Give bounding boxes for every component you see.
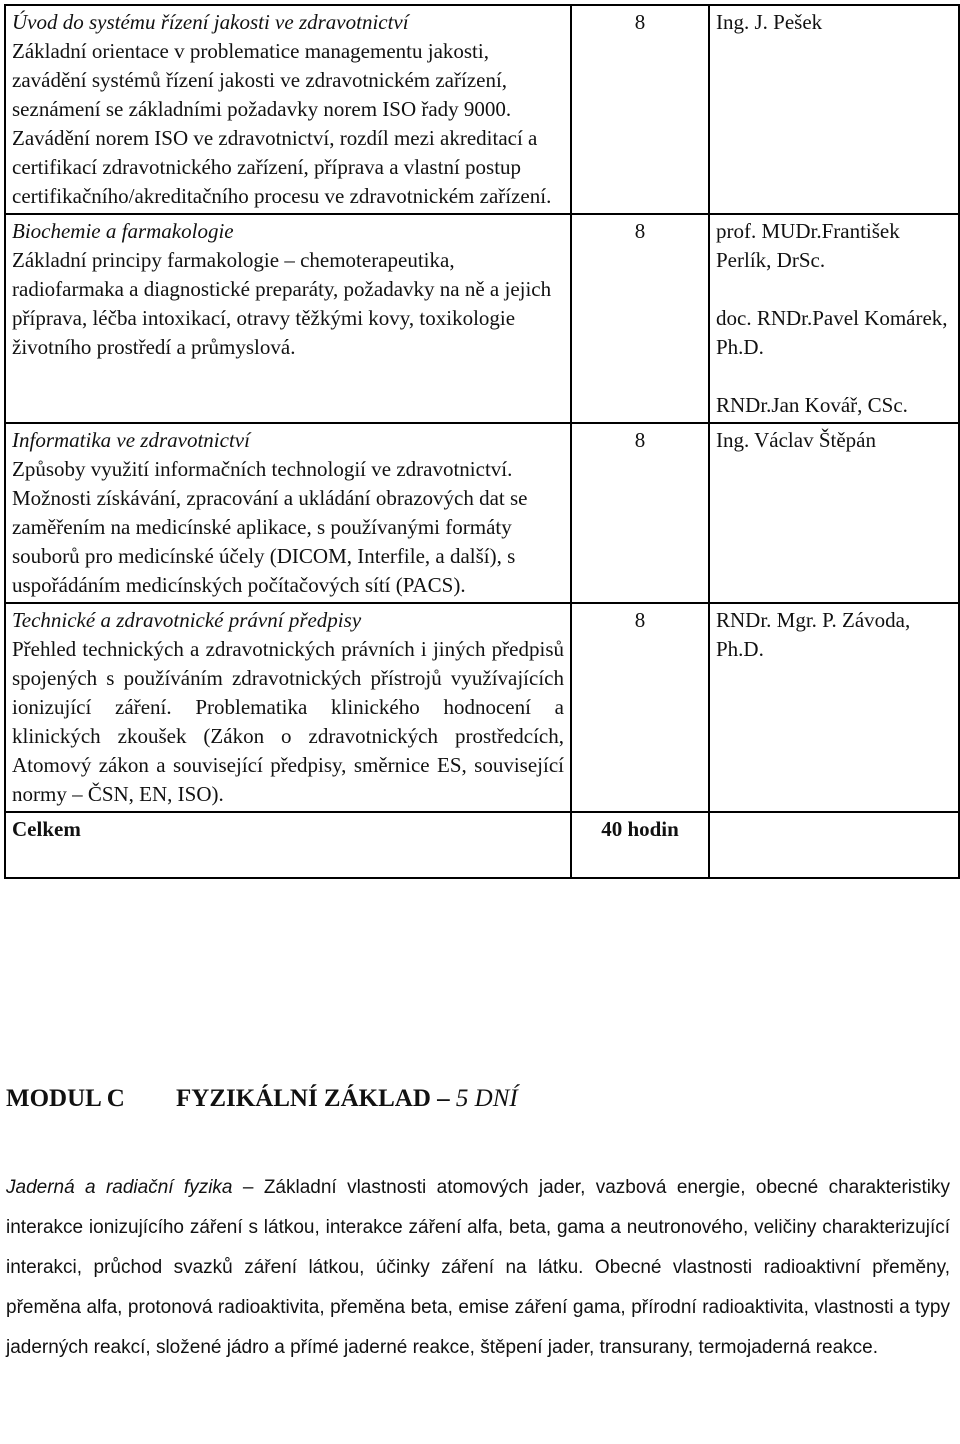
course-description: Způsoby využití informačních technologií ve zdravotnictví. Možnosti získávání, zpracování a ukládání obrazových dat se zaměřením na medicínské aplikace, s používanými formáty souborů pro medicínské účely (DICOM, Interfile, a další), s uspořádáním medicínských počítačových sítí (PACS). [12, 457, 528, 597]
module-title: FYZIKÁLNÍ ZÁKLAD [176, 1085, 431, 1112]
module-dash: – [437, 1085, 450, 1112]
course-description: Přehled technických a zdravotnických právních i jiných předpisů spojených s používáním zdravotnických přístrojů využívajících ionizující záření. Problematika klinického hodnocení a klinických zkoušek (Zákon o zdravotnických prostředcích, Atomový zákon a související předpisy, směrnice ES, související normy – ČSN, EN, ISO). [12, 637, 564, 806]
section-text: Základní vlastnosti atomových jader, vazbová energie, obecné charakteristiky interakce ionizujícího záření s látkou, interakce záření alfa, beta, gama a neutronového, veličiny charakterizující interakci, průchod svazků záření látkou, účinky záření na látku. Obecné vlastnosti radioaktivní přeměny, přeměna alfa, protonová radioaktivita, přeměna beta, emise záření gama, přírodní radioaktivita, vlastnosti a typy jaderných reakcí, složené jádro a přímé jaderné reakce, štěpení jader, transurany, termojaderná reakce. [6, 1177, 951, 1358]
course-title: Informatika ve zdravotnictví [12, 428, 250, 452]
table-row [5, 5, 959, 214]
section-paragraph [6, 1168, 950, 1368]
module-heading [6, 1082, 946, 1116]
course-title: Biochemie a farmakologie [12, 219, 234, 243]
module-days: 5 DNÍ [455, 1085, 518, 1112]
total-label: Celkem [5, 812, 571, 878]
section-dash: – [242, 1177, 254, 1198]
course-title: Úvod do systému řízení jakosti ve zdravotnictví [12, 10, 409, 34]
course-cell [5, 603, 571, 812]
course-title: Technické a zdravotnické právní předpisy [12, 608, 362, 632]
table-row [5, 603, 959, 812]
lecturer-name: Ing. J. Pešek [716, 10, 823, 34]
total-empty-cell [709, 812, 959, 878]
lecturer-cell [709, 5, 959, 214]
section-lead: Jaderná a radiační fyzika [6, 1177, 233, 1198]
course-hours: 8 [571, 5, 709, 214]
lecturer-name: prof. MUDr.František Perlík, DrSc. [716, 219, 900, 272]
lecturer-cell [709, 423, 959, 603]
course-hours: 8 [571, 423, 709, 603]
lecturer-name: Ing. Václav Štěpán [716, 428, 876, 452]
lecturer-name: RNDr. Mgr. P. Závoda, Ph.D. [716, 608, 911, 661]
course-cell [5, 5, 571, 214]
total-row [5, 812, 959, 878]
lecturer-name: RNDr.Jan Kovář, CSc. [716, 393, 908, 417]
lecturer-name: doc. RNDr.Pavel Komárek, Ph.D. [716, 306, 948, 359]
course-hours: 8 [571, 214, 709, 423]
table-row [5, 214, 959, 423]
table-row [5, 423, 959, 603]
course-hours: 8 [571, 603, 709, 812]
course-cell [5, 214, 571, 423]
lecturer-cell [709, 603, 959, 812]
total-hours: 40 hodin [571, 812, 709, 878]
lecturer-cell [709, 214, 959, 423]
module-code: MODUL C [6, 1085, 125, 1112]
syllabus-table [4, 4, 960, 879]
course-cell [5, 423, 571, 603]
course-description: Základní principy farmakologie – chemoterapeutika, radiofarmaka a diagnostické preparáty, požadavky na ně a jejich příprava, léčba intoxikací, otravy těžkými kovy, toxikologie životního prostředí a průmyslová. [12, 248, 552, 359]
course-description: Základní orientace v problematice managementu jakosti, zavádění systémů řízení jakosti ve zdravotnickém zařízení, seznámení se základními požadavky norem ISO řady 9000. Zavádění norem ISO ve zdravotnictví, rozdíl mezi akreditací a certifikací zdravotnického zařízení, příprava a vlastní postup certifikačního/akreditačního procesu ve zdravotnickém zařízení. [12, 39, 552, 208]
